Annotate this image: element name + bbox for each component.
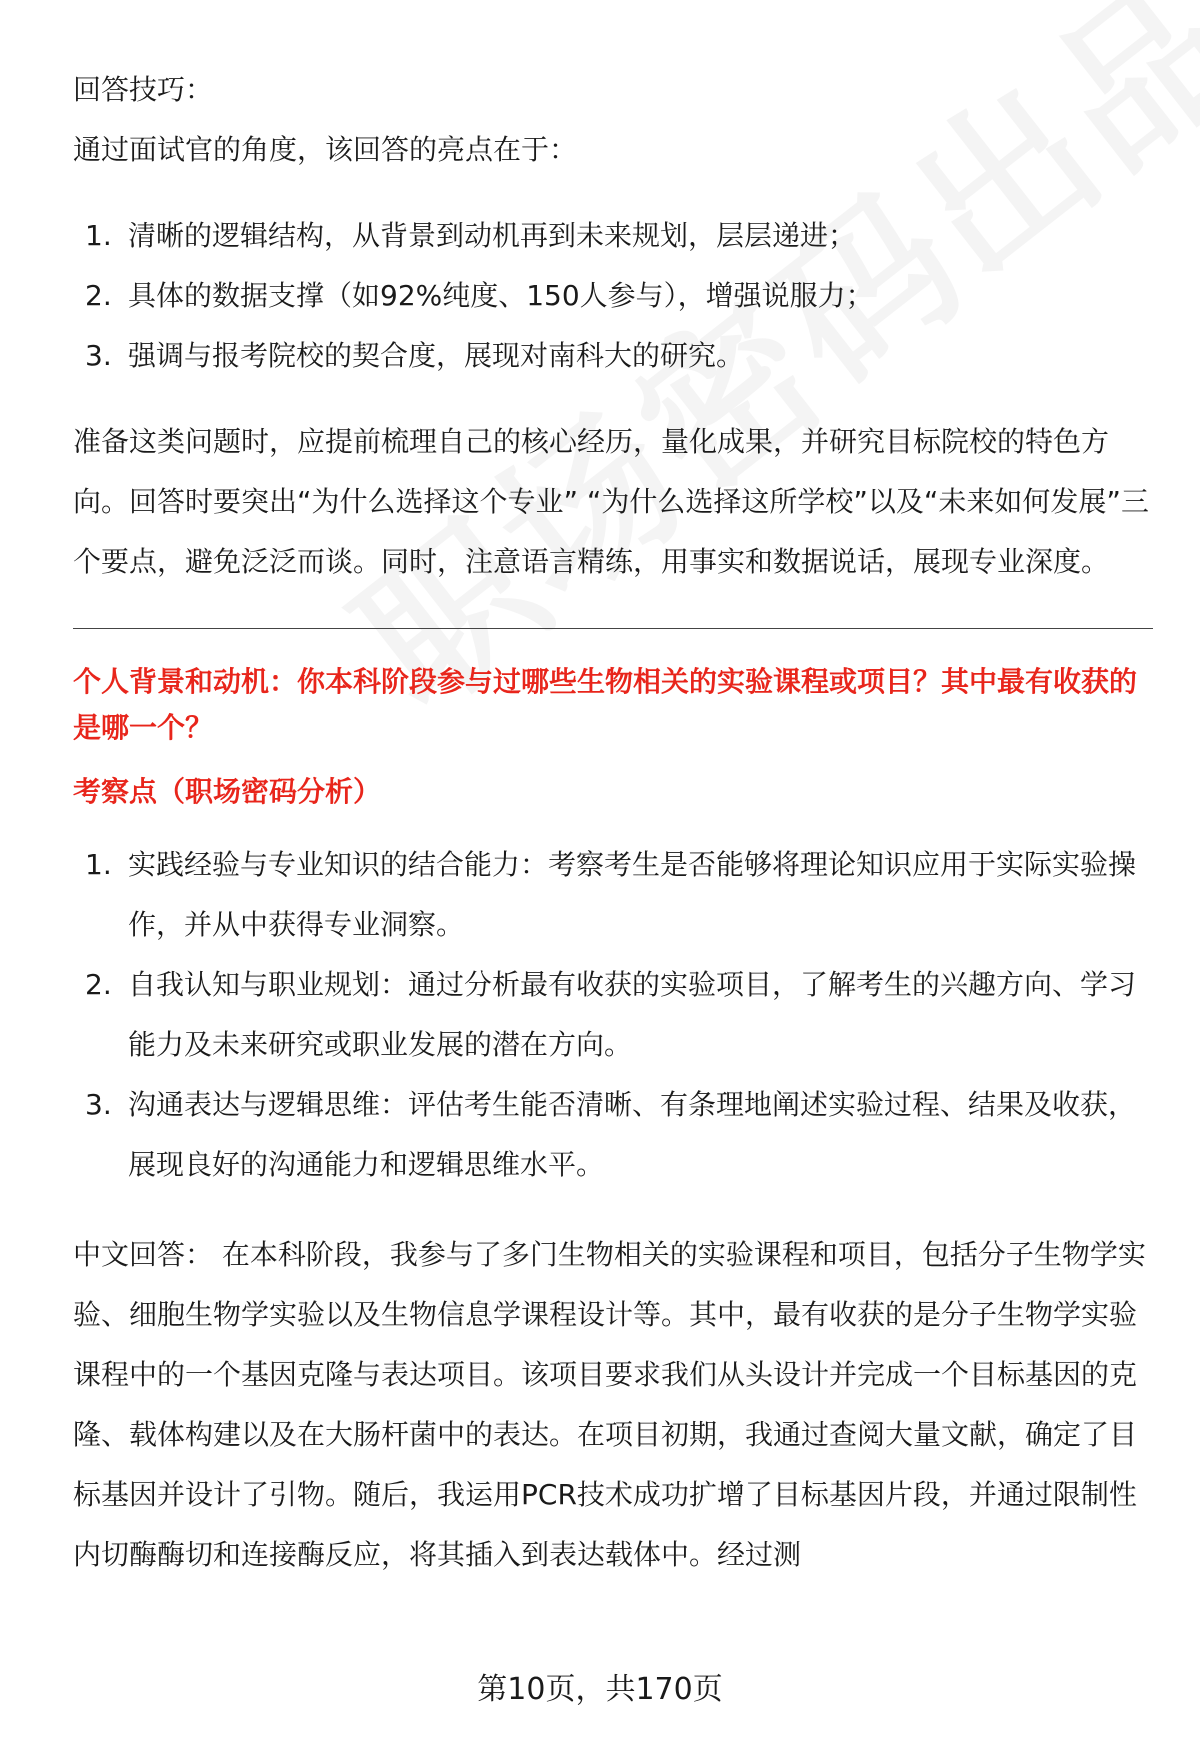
highlights-list — [73, 206, 1153, 386]
analysis-list — [73, 835, 1153, 1195]
list-text: 强调与报考院校的契合度，展现对南科大的研究。 — [128, 339, 745, 372]
list-item — [73, 326, 1153, 386]
list-number: 3. — [85, 1088, 112, 1121]
list-item — [73, 955, 1153, 1075]
list-number: 1. — [85, 219, 112, 252]
page-content — [73, 60, 1153, 1585]
answer-paragraph: 中文回答： 在本科阶段，我参与了多门生物相关的实验课程和项目，包括分子生物学实验、细胞生物学实验以及生物信息学课程设计等。其中，最有收获的是分子生物学实验课程中的一个基因克隆与表达项目。该项目要求我们从头设计并完成一个目标基因的克隆、载体构建以及在大肠杆菌中的表达。在项目初期，我通过查阅大量文献，确定了目标基因并设计了引物。随后，我运用PCR技术成功扩增了目标基因片段，并通过限制性内切酶酶切和连接酶反应，将其插入到表达载体中。经过测 — [73, 1238, 1146, 1571]
list-text: 实践经验与专业知识的结合能力：考察考生是否能够将理论知识应用于实际实验操作，并从中获得专业洞察。 — [128, 848, 1137, 941]
list-text: 清晰的逻辑结构，从背景到动机再到未来规划，层层递进； — [128, 219, 857, 252]
analysis-heading: 考察点（职场密码分析） — [73, 775, 382, 808]
list-text: 具体的数据支撑（如92%纯度、150人参与），增强说服力； — [128, 279, 874, 312]
list-number: 3. — [85, 339, 112, 372]
list-item — [73, 206, 1153, 266]
advice-paragraph: 准备这类问题时，应提前梳理自己的核心经历，量化成果，并研究目标院校的特色方向。回答时要突出“为什么选择这个专业” “为什么选择这所学校”以及“未来如何发展”三个要点，避免泛泛而谈。同时，注意语言精练，用事实和数据说话，展现专业深度。 — [73, 425, 1149, 578]
tips-intro: 通过面试官的角度，该回答的亮点在于： — [73, 133, 578, 166]
tips-label: 回答技巧： — [73, 73, 214, 106]
list-item — [73, 266, 1153, 326]
question-heading: 个人背景和动机：你本科阶段参与过哪些生物相关的实验课程或项目？其中最有收获的是哪一个？ — [73, 665, 1138, 744]
list-item — [73, 1075, 1153, 1195]
list-item — [73, 835, 1153, 955]
list-text: 自我认知与职业规划：通过分析最有收获的实验项目，了解考生的兴趣方向、学习能力及未来研究或职业发展的潜在方向。 — [128, 968, 1137, 1061]
list-number: 2. — [85, 968, 112, 1001]
page-number: 第10页，共170页 — [477, 1672, 723, 1707]
list-text: 沟通表达与逻辑思维：评估考生能否清晰、有条理地阐述实验过程、结果及收获，展现良好的沟通能力和逻辑思维水平。 — [128, 1088, 1137, 1181]
section-divider — [73, 628, 1153, 629]
list-number: 1. — [85, 848, 112, 881]
list-number: 2. — [85, 279, 112, 312]
